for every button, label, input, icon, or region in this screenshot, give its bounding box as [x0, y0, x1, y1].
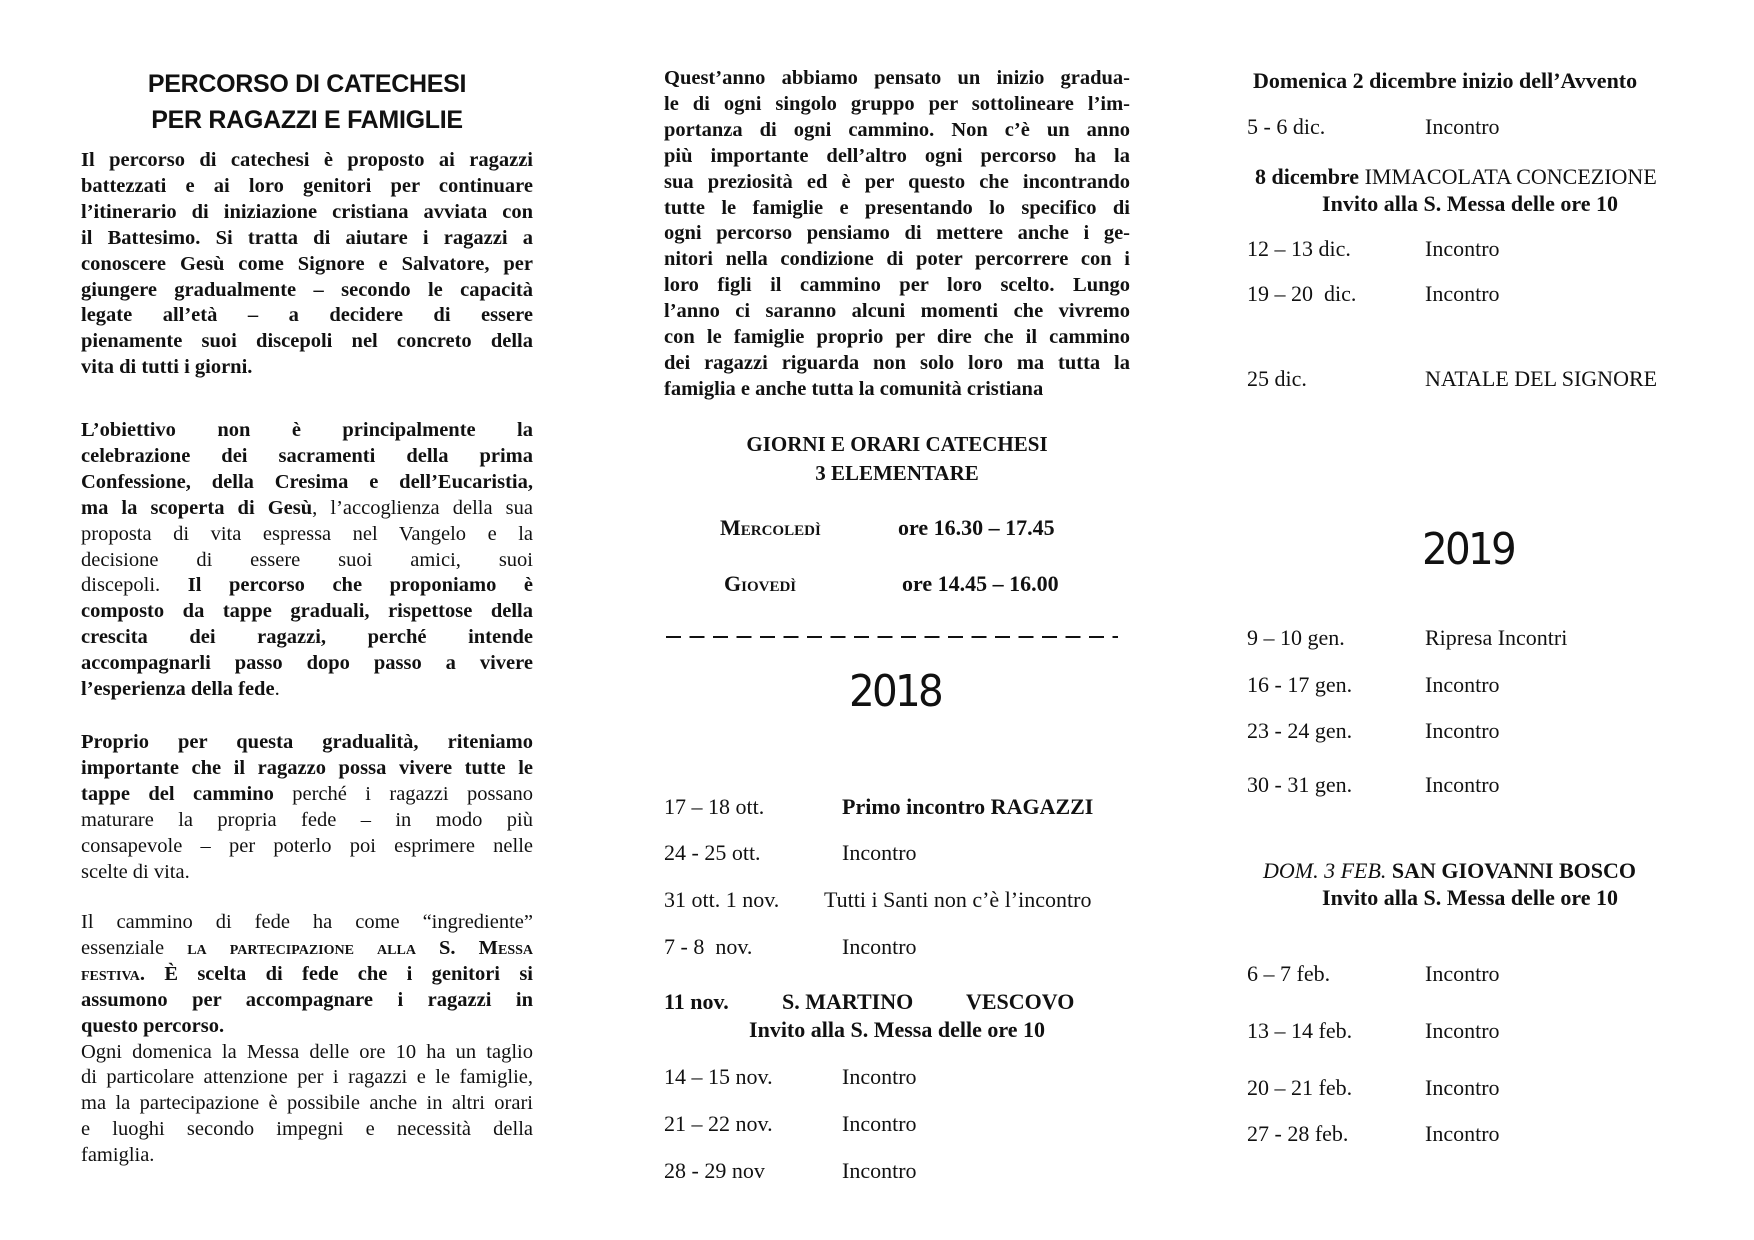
text-line	[81, 782, 533, 808]
intro-paragraph	[81, 148, 533, 381]
row-date: 21 – 22 nov.	[664, 1111, 773, 1136]
text-line: famiglia e anche tutta la comunità cristiana	[664, 377, 1044, 400]
immacolata-name: IMMACOLATA CONCEZIONE	[1364, 164, 1657, 189]
schedule-row	[664, 793, 1093, 821]
objective-paragraph	[81, 418, 533, 703]
row-date: 6 – 7 feb.	[1247, 961, 1331, 986]
row-event: Incontro	[842, 840, 917, 865]
text-line: Il cammino di fede ha come “ingrediente”	[81, 911, 533, 933]
text-line: sua preziosità ed è per questo che incontrando	[664, 170, 1130, 193]
row-event: Incontro	[842, 1158, 917, 1183]
text-line: tutte le famiglie e presentando lo specifico di	[664, 196, 1130, 219]
row-event: Incontro	[1425, 281, 1500, 306]
advent-heading: Domenica 2 dicembre inizio dell’Avvento	[1253, 68, 1638, 93]
row-event: Incontro	[1425, 772, 1500, 797]
bold-phrase: ma la scoperta di Gesù	[81, 496, 313, 519]
text-line: accompagnarli passo dopo passo a vivere	[81, 652, 533, 675]
text-line: consapevole – per poterlo poi esprimere nelle	[81, 834, 533, 857]
don-bosco-heading	[1263, 857, 1636, 884]
special-event-san-martino	[664, 988, 1130, 1015]
row-date: 14 – 15 nov.	[664, 1064, 773, 1089]
schedule-row-christmas	[1247, 365, 1657, 393]
schedule-row	[1247, 771, 1500, 799]
text-line: maturare la propria fede – in modo più	[81, 808, 533, 831]
text-line: decisione di essere suoi amici, suoi	[81, 548, 533, 571]
schedule-row	[664, 1110, 917, 1138]
immacolata-date: 8 dicembre	[1255, 164, 1365, 189]
row-date: 17 – 18 ott.	[664, 794, 765, 819]
special-name-part2: VESCOVO	[966, 989, 1075, 1014]
special-date: 11 nov.	[664, 989, 729, 1014]
text-line: loro figli il cammino per loro scelto. Lungo	[664, 274, 1130, 297]
row-date: 24 - 25 ott.	[664, 840, 761, 865]
text-line: Proprio per questa gradualità, riteniamo	[81, 731, 533, 753]
row-date: 19 – 20 dic.	[1247, 281, 1357, 306]
row-date: 12 – 13 dic.	[1247, 236, 1351, 261]
row-event: Incontro	[1425, 1121, 1500, 1146]
schedule-row	[664, 1063, 917, 1091]
row-date: 7 - 8 nov.	[664, 934, 753, 959]
normal-phrase: essenziale	[81, 936, 188, 959]
text-line: portanza di ogni cammino. Non c’è un anno	[664, 118, 1130, 141]
text-line: Quest’anno abbiamo pensato un inizio gradua-	[664, 67, 1130, 89]
text-line: proposta di vita espressa nel Vangelo e la	[81, 522, 533, 545]
schedule-row	[1247, 113, 1500, 141]
schedule-heading	[664, 430, 1130, 488]
normal-phrase: , l’accoglienza della sua	[312, 496, 533, 519]
schedule-row	[664, 839, 917, 867]
text-line: con le famiglie proprio per dire che il cammino	[664, 326, 1130, 349]
text-line: le di ogni singolo gruppo per sottolineare l’im-	[664, 92, 1130, 115]
text-line: più importante dell’altro ogni percorso ha la	[664, 144, 1130, 167]
text-line: ma la partecipazione è possibile anche in altri orari	[81, 1092, 533, 1115]
text-line: composto da tappe graduali, rispettose della	[81, 600, 533, 623]
text-line: scelte di vita.	[81, 860, 190, 883]
text-line	[81, 573, 533, 599]
text-line: giungere gradualmente – secondo le capacità	[81, 278, 533, 301]
schedule-heading-line-1: GIORNI E ORARI CATECHESI	[746, 432, 1048, 456]
immacolata-heading	[1255, 163, 1657, 190]
row-date: 25 dic.	[1247, 366, 1307, 391]
text-line: e luoghi secondo impegni e necessità della	[81, 1118, 533, 1141]
bold-phrase: Il percorso che proponiamo è	[187, 574, 533, 597]
schedule-row	[1247, 280, 1500, 308]
row-event: Incontro	[1425, 961, 1500, 986]
row-date: 9 – 10 gen.	[1247, 625, 1345, 650]
text-line	[81, 496, 533, 522]
row-date: 5 - 6 dic.	[1247, 114, 1326, 139]
row-event: Tutti i Santi non c’è l’incontro	[824, 887, 1092, 912]
row-event: Incontro	[1425, 718, 1500, 743]
smallcaps-phrase: la partecipazione alla S. Messa	[187, 936, 534, 959]
text-line: L’obiettivo non è principalmente la	[81, 419, 533, 441]
mass-invite: Invito alla S. Messa delle ore 10	[749, 1017, 1045, 1042]
row-event: Incontro	[842, 1111, 917, 1136]
schedule-row	[1247, 1120, 1500, 1148]
schedule-heading-line-2: 3 ELEMENTARE	[815, 461, 979, 485]
mass-invite: Invito alla S. Messa delle ore 10	[1322, 191, 1618, 216]
weekday-label: Mercoledì	[720, 515, 821, 540]
schedule-row	[664, 1157, 917, 1185]
text-line: battezzati e ai loro genitori per continuare	[81, 174, 533, 197]
section-divider	[666, 636, 1118, 638]
graduality-paragraph	[81, 730, 533, 885]
bold-phrase: È scelta di fede che i genitori si	[145, 962, 533, 985]
row-event: Incontro	[1425, 1075, 1500, 1100]
text-line: il Battesimo. Si tratta di aiutare i ragazzi a	[81, 226, 533, 249]
text-line: Il percorso di catechesi è proposto ai ragazzi	[81, 149, 533, 171]
don-bosco-date: DOM. 3 FEB.	[1263, 858, 1387, 883]
text-line: dei ragazzi riguarda non solo loro ma tutta la	[664, 351, 1130, 374]
row-date: 23 - 24 gen.	[1247, 718, 1353, 743]
schedule-row	[1247, 1017, 1500, 1045]
normal-phrase: discepoli.	[81, 574, 188, 597]
normal-phrase: perché i ragazzi possano	[273, 782, 533, 805]
weekday-time-row	[724, 570, 1059, 598]
text-line: ogni percorso pensiamo di mettere anche i ge-	[664, 222, 1130, 245]
normal-phrase: .	[274, 678, 280, 701]
row-date: 20 – 21 feb.	[1247, 1075, 1353, 1100]
row-date: 31 ott. 1 nov.	[664, 887, 780, 912]
schedule-row	[664, 886, 1091, 914]
row-event: Incontro	[1425, 114, 1500, 139]
text-line: vita di tutti i giorni.	[81, 356, 253, 379]
text-line: l’anno ci saranno alcuni momenti che vivremo	[664, 300, 1130, 323]
row-event: Incontro	[1425, 1018, 1500, 1043]
text-line	[81, 962, 533, 988]
year-2018-heading: 2018	[849, 666, 941, 717]
row-date: 13 – 14 feb.	[1247, 1018, 1353, 1043]
text-line: crescita dei ragazzi, perché intende	[81, 626, 533, 649]
text-line	[81, 677, 533, 703]
schedule-row	[1247, 1074, 1500, 1102]
row-event: Primo incontro RAGAZZI	[842, 794, 1094, 819]
title-line-1: PERCORSO DI CATECHESI	[147, 70, 467, 98]
row-date: 16 - 17 gen.	[1247, 672, 1353, 697]
row-event: Incontro	[1425, 236, 1500, 261]
text-line: nitori nella condizione di poter percorrere con i	[664, 248, 1130, 271]
mass-paragraph	[81, 910, 533, 1169]
schedule-row	[1247, 717, 1500, 745]
row-date: 28 - 29 nov	[664, 1158, 765, 1183]
row-event: NATALE DEL SIGNORE	[1425, 366, 1658, 391]
text-line: Confessione, della Cresima e dell’Eucaristia,	[81, 470, 533, 493]
bold-phrase: tappe del cammino	[81, 782, 274, 805]
text-line: importante che il ragazzo possa vivere tutte le	[81, 756, 533, 779]
schedule-row	[1247, 624, 1567, 652]
row-date: 27 - 28 feb.	[1247, 1121, 1349, 1146]
weekday-time-row	[720, 514, 1055, 542]
text-line: pienamente suoi discepoli nel concreto della	[81, 330, 533, 353]
text-line: conoscere Gesù come Signore e Salvatore, per	[81, 252, 533, 275]
text-line: questo percorso.	[81, 1014, 225, 1037]
row-event: Ripresa Incontri	[1425, 625, 1568, 650]
text-line: di particolare attenzione per i ragazzi e le famiglie,	[81, 1066, 533, 1089]
schedule-row	[1247, 235, 1500, 263]
special-name-part1: S. MARTINO	[782, 989, 914, 1014]
center-intro-paragraph	[664, 66, 1130, 403]
smallcaps-phrase: festiva.	[81, 962, 146, 985]
schedule-row	[1247, 671, 1500, 699]
text-line: l’itinerario di iniziazione cristiana avviata con	[81, 200, 533, 223]
schedule-row	[664, 933, 917, 961]
text-line: famiglia.	[81, 1144, 155, 1167]
row-event: Incontro	[842, 934, 917, 959]
year-2019-heading: 2019	[1422, 524, 1514, 575]
weekday-label: Giovedì	[724, 571, 797, 596]
page-title	[81, 66, 533, 138]
schedule-row	[1247, 960, 1500, 988]
mass-invite: Invito alla S. Messa delle ore 10	[1322, 885, 1618, 910]
title-line-2: PER RAGAZZI E FAMIGLIE	[151, 106, 463, 134]
row-date: 30 - 31 gen.	[1247, 772, 1353, 797]
row-event: Incontro	[842, 1064, 917, 1089]
text-line: assumono per accompagnare i ragazzi in	[81, 988, 533, 1011]
text-line: Ogni domenica la Messa delle ore 10 ha un taglio	[81, 1040, 533, 1063]
row-event: Incontro	[1425, 672, 1500, 697]
text-line	[81, 936, 533, 962]
don-bosco-name: SAN GIOVANNI BOSCO	[1386, 858, 1637, 883]
time-range: ore 16.30 – 17.45	[898, 515, 1055, 540]
text-line: celebrazione dei sacramenti della prima	[81, 444, 533, 467]
time-range: ore 14.45 – 16.00	[902, 571, 1059, 596]
text-line: legate all’età – a decidere di essere	[81, 304, 533, 327]
bold-phrase: l’esperienza della fede	[81, 678, 275, 701]
